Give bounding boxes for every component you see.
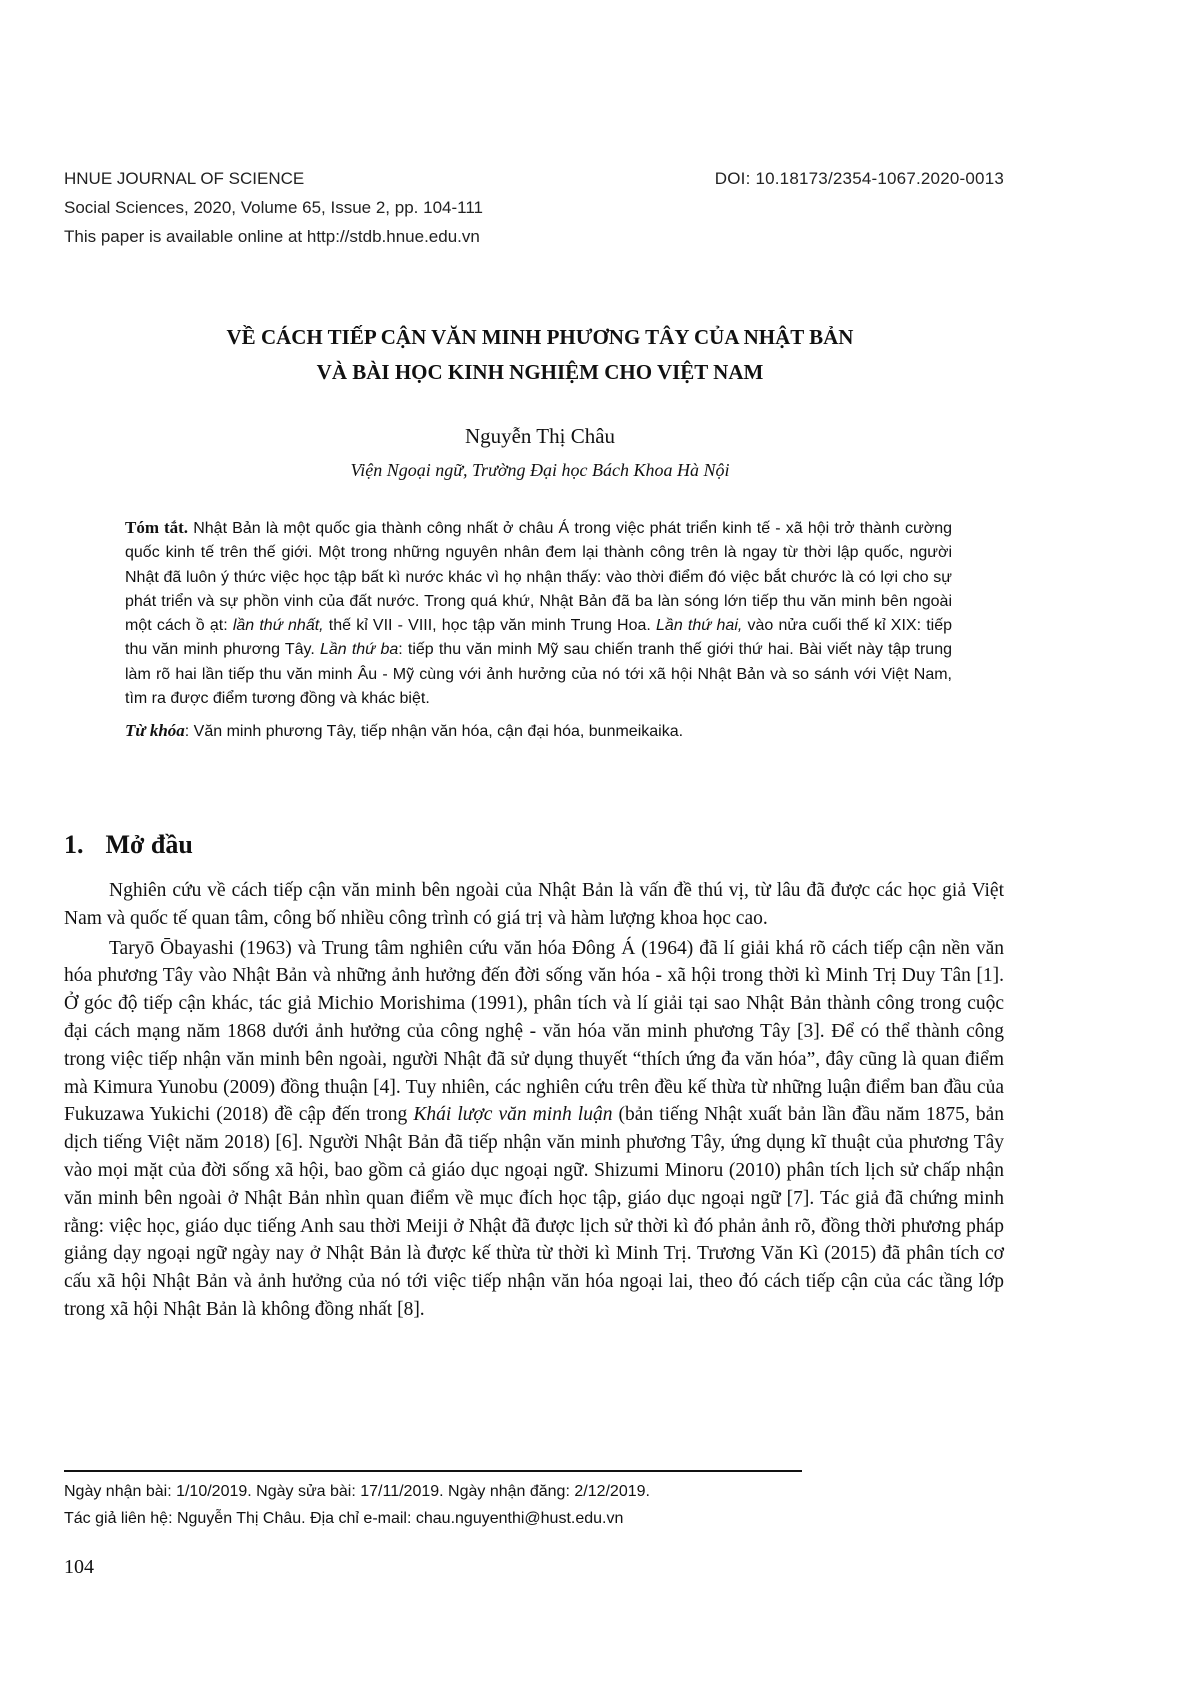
- title-line-1: VỀ CÁCH TIẾP CẬN VĂN MINH PHƯƠNG TÂY CỦA NHẬT BẢN: [226, 325, 854, 349]
- journal-header: [64, 164, 1004, 251]
- footnote-contact: Tác giả liên hệ: Nguyễn Thị Châu. Địa chỉ e-mail: chau.nguyenthi@hust.edu.vn: [64, 1510, 624, 1527]
- page-number: 104: [64, 1556, 94, 1578]
- author-name: Nguyễn Thị Châu: [464, 424, 616, 448]
- availability-line: This paper is available online at http://stdb.hnue.edu.vn: [64, 227, 480, 246]
- body-text: [64, 877, 1004, 1326]
- footnotes: [64, 1478, 1004, 1532]
- abstract-text: Tóm tắt. Nhật Bản là một quốc gia thành công nhất ở châu Á trong việc phát triển kinh tế - xã hội trở thành cường quốc kinh tế trên thế giới. Một trong những nguyên nhân đem lại thành công trên là ngay từ thời lập quốc, người Nhật đã luôn ý thức việc học tập bất kì nước khác vì họ nhận thấy: vào thời điểm đó việc bắt chước là có lợi cho sự phát triển và sự phồn vinh của đất nước. Trong quá khứ, Nhật Bản đã ba làn sóng lớn tiếp thu văn minh bên ngoài một cách ồ ạt: lần thứ nhất, thế kỉ VII - VIII, học tập văn minh Trung Hoa. Lần thứ hai, vào nửa cuối thế kỉ XIX: tiếp thu văn minh phương Tây. Lần thứ ba: tiếp thu văn minh Mỹ sau chiến tranh thế giới thứ hai. Bài viết này tập trung làm rõ hai lần tiếp thu văn minh Âu - Mỹ cùng với ảnh hưởng của nó tới xã hội Nhật Bản và so sánh với Việt Nam, tìm ra được điểm tương đồng và khác biệt.: [125, 518, 953, 708]
- title-line-2: VÀ BÀI HỌC KINH NGHIỆM CHO VIỆT NAM: [316, 360, 764, 384]
- journal-name: HNUE JOURNAL OF SCIENCE: [64, 169, 305, 188]
- paragraph: Nghiên cứu về cách tiếp cận văn minh bên ngoài của Nhật Bản là vấn đề thú vị, từ lâu đã được các học giả Việt Nam và quốc tế quan tâm, công bố nhiều công trình có giá trị và hàm lượng khoa học cao.: [64, 880, 1004, 929]
- paper-title: [100, 320, 980, 390]
- section-number: 1.: [64, 830, 84, 859]
- doi: DOI: 10.18173/2354-1067.2020-0013: [714, 169, 1004, 188]
- series-line: Social Sciences, 2020, Volume 65, Issue 2, pp. 104-111: [64, 198, 483, 217]
- footnote-dates: Ngày nhận bài: 1/10/2019. Ngày sửa bài: 17/11/2019. Ngày nhận đăng: 2/12/2019.: [64, 1483, 650, 1500]
- footnote-divider: [64, 1470, 802, 1472]
- section-title: Mở đầu: [105, 830, 193, 859]
- abstract: [125, 516, 952, 745]
- keywords: Từ khóa: Văn minh phương Tây, tiếp nhận văn hóa, cận đại hóa, bunmeikaika.: [125, 721, 684, 741]
- author-affiliation: Viện Ngoại ngữ, Trường Đại học Bách Khoa Hà Nội: [350, 460, 730, 480]
- abstract-label: Tóm tắt.: [125, 518, 189, 537]
- paragraph: Taryō Ōbayashi (1963) và Trung tâm nghiên cứu văn hóa Đông Á (1964) đã lí giải khá rõ cách tiếp cận nền văn hóa phương Tây vào Nhật Bản và những ảnh hưởng đến đời sống văn hóa - xã hội trong thời kì Minh Trị Duy Tân [1]. Ở góc độ tiếp cận khác, tác giả Michio Morishima (1991), phân tích và lí giải tại sao Nhật Bản thành công trong cuộc đại cách mạng năm 1868 dưới ảnh hưởng của công nghệ - văn hóa văn minh phương Tây [3]. Để có thể thành công trong việc tiếp nhận văn minh bên ngoài, người Nhật đã sử dụng thuyết “thích ứng đa văn hóa”, đây cũng là quan điểm mà Kimura Yunobu (2009) đồng thuận [4]. Tuy nhiên, các nghiên cứu trên đều kế thừa từ những luận điểm ban đầu của Fukuzawa Yukichi (2018) đề cập đến trong Khái lược văn minh luận (bản tiếng Nhật xuất bản lần đầu năm 1875, bản dịch tiếng Việt năm 2018) [6]. Người Nhật Bản đã tiếp nhận văn minh phương Tây, ứng dụng kĩ thuật của phương Tây vào mọi mặt của đời sống xã hội, bao gồm cả giáo dục ngoại ngữ. Shizumi Minoru (2010) phân tích lịch sử chấp nhận văn minh bên ngoài ở Nhật Bản nhìn quan điểm về mục đích học tập, giáo dục ngoại ngữ [7]. Tác giả đã chứng minh rằng: việc học, giáo dục tiếng Anh sau thời Meiji ở Nhật đã được lịch sử thời kì đó phản ảnh rõ, đồng thời phương pháp giảng dạy ngoại ngữ ngày nay ở Nhật Bản là được kế thừa từ thời kì Minh Trị. Trương Văn Kì (2015) đã phân tích cơ cấu xã hội Nhật Bản và ảnh hưởng của nó tới việc tiếp nhận văn hóa ngoại lai, theo đó cách tiếp cận của các tầng lớp trong xã hội Nhật Bản là không đồng nhất [8].: [64, 937, 1004, 1320]
- section-heading: [64, 830, 193, 860]
- keywords-label: Từ khóa: [125, 721, 185, 741]
